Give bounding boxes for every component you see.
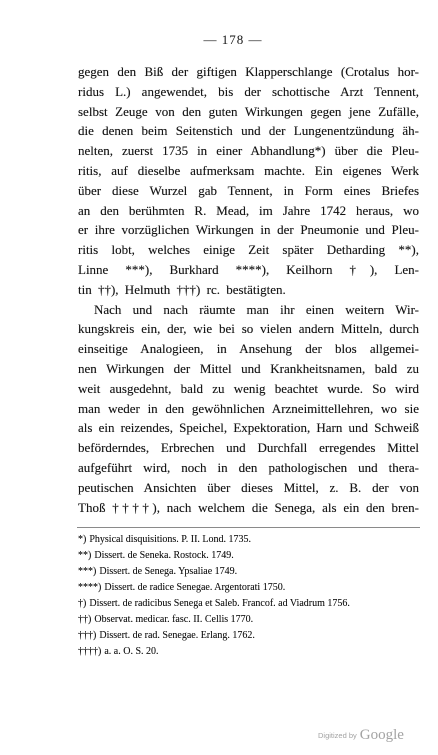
body-text — [78, 62, 419, 517]
footnote-text: Dissert. de Senega. Ypsaliae 1749. — [99, 566, 238, 577]
text-line: peutischen Ansichten über dieses Mittel, z. B. der von — [78, 479, 419, 495]
footnote — [78, 564, 420, 580]
text-line: ritis, auf dieselbe aufmerksam machte. Ein eigenes Werk — [78, 162, 419, 178]
text-line: nen Wirkungen der Mittel und Krankheitsnamen, bald zu — [78, 360, 419, 376]
text-line: ritis lobt, welches einige Zeit später Detharding **), — [78, 242, 419, 258]
text-line: kungskreis ein, der, wie bei so vielen andern Mitteln, durch — [78, 321, 419, 337]
text-line: ridus L.) angewendet, bis der schottische Arzt Tennent, — [78, 83, 419, 99]
text-line: Nach und nach räumte man ihr einen weitern Wir- — [94, 301, 419, 317]
text-line: die denen beim Seitenstich und der Lungenentzündung äh- — [78, 123, 419, 139]
text-line: nelten, zuerst 1735 in einer Abhandlung*) über die Pleu- — [78, 143, 419, 159]
text-line: selbst Zeuge von den guten Wirkungen gegen jene Zufälle, — [78, 103, 419, 119]
footnote-marker: †) — [78, 598, 87, 609]
text-line: an den berühmten R. Mead, im Jahre 1742 heraus, wo — [78, 202, 419, 218]
footnote — [78, 612, 420, 628]
digitized-by-google-watermark — [318, 726, 422, 744]
footnote-marker: ****) — [78, 582, 102, 593]
text-line: gegen den Biß der giftigen Klapperschlange (Crotalus hor- — [78, 64, 419, 79]
text-line: man weder in den gewöhnlichen Arzneimittellehren, wo sie — [78, 400, 419, 416]
watermark-prefix: Digitized by — [318, 730, 357, 740]
footnote-marker: *) — [78, 534, 87, 545]
footnote-marker: ††) — [78, 614, 92, 625]
footnote — [78, 596, 420, 612]
text-line: als ein reizendes, Speichel, Expektoration, Harn und Schweiß — [78, 420, 419, 436]
footnote — [78, 580, 420, 596]
footnotes — [78, 532, 420, 660]
text-line: aufgeführt wird, noch in den pathologischen und thera- — [78, 459, 419, 475]
text-line: beförderndes, Erbrechen und Durchfall erregendes Mittel — [78, 440, 419, 456]
footnote-text: Dissert. de radice Senegae. Argentorati 1750. — [104, 582, 286, 593]
footnote — [78, 548, 420, 564]
footnote-text: a. a. O. S. 20. — [104, 646, 159, 657]
text-line: weit ausgedehnt, bald zu wenig beachtet wurde. So wird — [78, 380, 419, 396]
text-line: über diese Wurzel gab Tennent, in Form eines Briefes — [78, 182, 419, 198]
footnote-marker: †††) — [78, 630, 97, 641]
paragraph — [78, 62, 419, 300]
footnote-text: Dissert. de radicibus Senega et Saleb. Francof. ad Viadrum 1756. — [89, 598, 350, 609]
paragraph — [78, 300, 419, 518]
text-line: Linne ***), Burkhard ****), Keilhorn †), Len- — [78, 261, 419, 277]
footnote-text: Observat. medicar. fasc. II. Cellis 1770. — [94, 614, 254, 625]
footnote-text: Dissert. de rad. Senegae. Erlang. 1762. — [99, 630, 255, 641]
text-line: einseitige Analogieen, in Ansehung der blos allgemei- — [78, 341, 419, 357]
footnote — [78, 628, 420, 644]
text-line: er ihre vorzüglichen Wirkungen in der Pneumonie und Pleu- — [78, 222, 419, 238]
footnote-rule — [77, 527, 420, 528]
footnote-marker: ***) — [78, 566, 97, 577]
footnote-text: Physical disquisitions. P. II. Lond. 1735. — [89, 534, 252, 545]
watermark-brand: Google — [359, 726, 404, 743]
footnote — [78, 532, 420, 548]
footnote-marker: ††††) — [78, 646, 102, 657]
page-number-header: — 178 — — [203, 32, 263, 47]
footnote — [78, 644, 420, 660]
text-line: Thoß ††††), nach welchem die Senega, als ein den bren- — [78, 499, 419, 515]
footnote-marker: **) — [78, 550, 92, 561]
text-line: tin ††), Helmuth †††) rc. bestätigten. — [78, 281, 286, 297]
footnote-text: Dissert. de Seneka. Rostock. 1749. — [94, 550, 234, 561]
